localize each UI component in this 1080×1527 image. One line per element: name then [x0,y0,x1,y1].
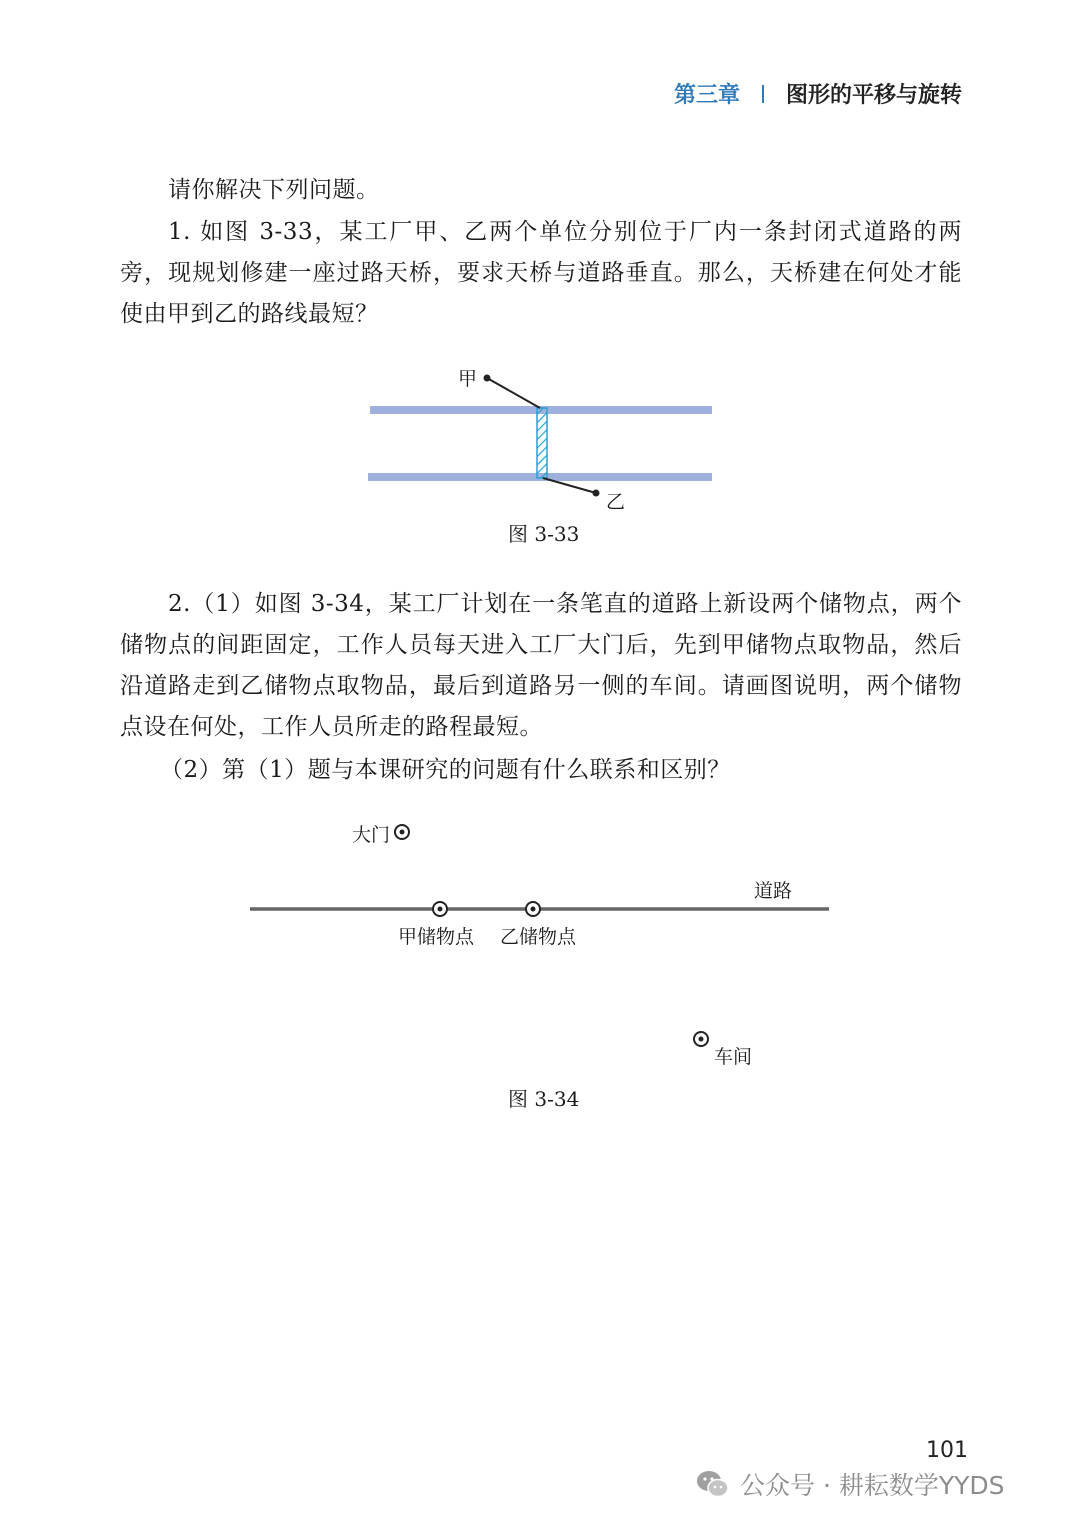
watermark-text: 公众号 · 耕耘数学YYDS [740,1471,1005,1500]
caption-3-34: 图 3-34 [508,1087,580,1111]
chapter-title: 图形的平移与旋转 [785,83,962,108]
label-storage-b: 乙储物点 [500,926,577,948]
workshop-marker [694,1032,708,1046]
wechat-icon [696,1469,730,1499]
bridge [537,408,547,478]
chapter-number: 第三章 [673,83,740,108]
header-divider [762,85,764,103]
path-from-jia [487,378,540,408]
question-1: 1. 如图 3-33，某工厂甲、乙两个单位分别位于厂内一条封闭式道路的两旁，现规划修建一座过路天桥，要求天桥与道路垂直。那么，天桥建在何处才能使由甲到乙的路线最短？ [120,219,962,327]
point-jia [484,375,491,382]
watermark [696,1466,1005,1502]
label-storage-a: 甲储物点 [398,926,475,948]
point-yi [593,490,600,497]
path-to-yi [543,478,596,493]
storage-a-marker [433,902,447,916]
label-yi: 乙 [606,491,626,513]
intro-text: 请你解决下列问题。 [168,177,380,203]
question-2-part-1: 2.（1）如图 3-34，某工厂计划在一条笔直的道路上新设两个储物点，两个储物点的间距固定，工作人员每天进入工厂大门后，先到甲储物点取物品，然后沿道路走到乙储物点取物品，最后到道路另一侧的车间。请画图说明，两个储物点设在何处，工作人员所走的路程最短。 [120,591,962,740]
storage-b-marker [526,902,540,916]
label-workshop: 车间 [714,1046,753,1068]
label-road: 道路 [754,880,793,902]
running-header [674,78,962,109]
caption-3-33: 图 3-33 [508,522,580,546]
gate-marker [395,825,409,839]
question-2-part-2: （2）第（1）题与本课研究的问题有什么联系和区别？ [160,757,731,783]
label-gate: 大门 [352,824,391,846]
page-number: 101 [926,1438,968,1463]
label-jia: 甲 [458,368,478,390]
